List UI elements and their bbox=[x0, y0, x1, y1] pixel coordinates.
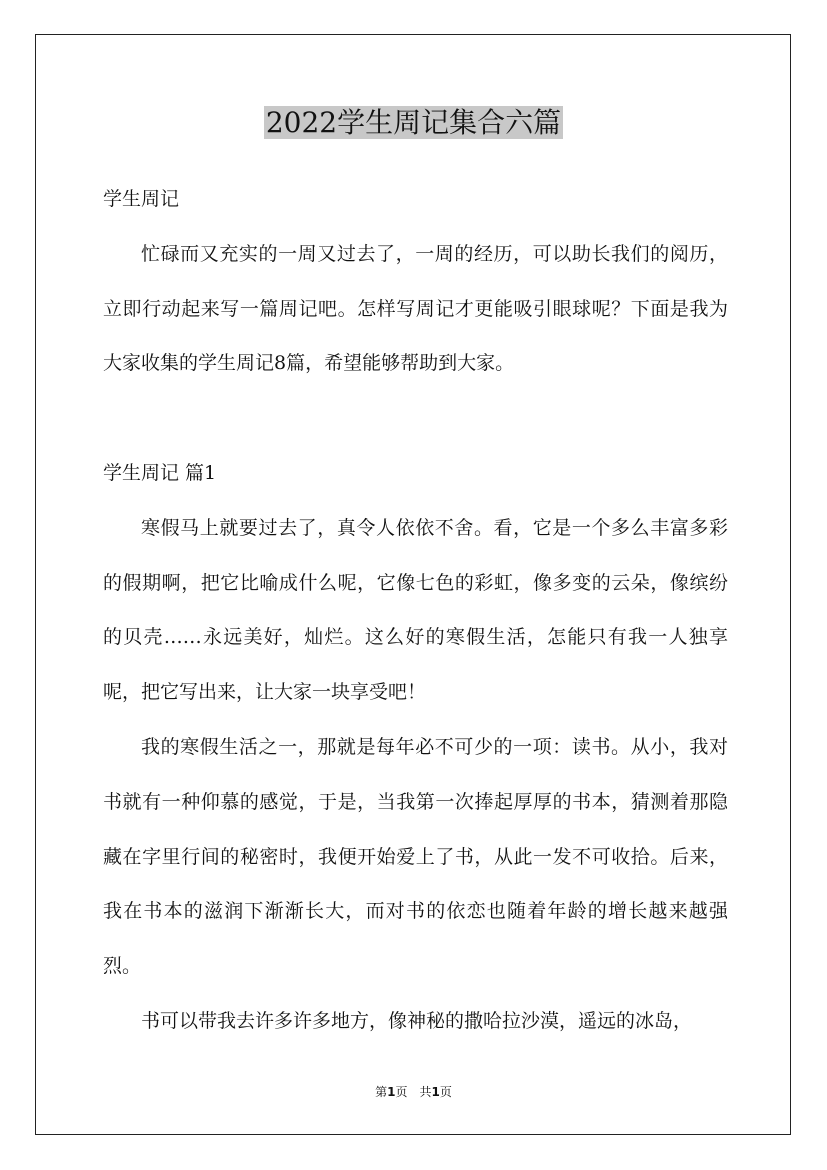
body-paragraph-2: 我的寒假生活之一，那就是每年必不可少的一项：读书。从小，我对书就有一种仰慕的感觉，于是，当我第一次捧起厚厚的书本，猜测着那隐藏在字里行间的秘密时，我便开始爱上了书，从此一发不可收拾。后来，我在书本的滋润下渐渐长大，而对书的依恋也随着年龄的增长越来越强烈。 bbox=[103, 735, 728, 978]
paragraph-spacer bbox=[103, 391, 728, 446]
document-title bbox=[0, 100, 827, 146]
footer-page-total: 1 bbox=[431, 1085, 440, 1099]
page-footer bbox=[0, 1083, 827, 1101]
document-title-text: 2022学生周记集合六篇 bbox=[265, 106, 562, 139]
intro-heading: 学生周记 bbox=[103, 188, 180, 210]
section-heading: 学生周记 篇1 bbox=[103, 461, 217, 484]
document-body bbox=[103, 172, 728, 1049]
footer-page-mid: 页 共 bbox=[395, 1085, 432, 1099]
footer-page-suffix: 页 bbox=[439, 1085, 452, 1099]
footer-page-prefix: 第 bbox=[375, 1085, 388, 1099]
intro-paragraph: 忙碌而又充实的一周又过去了，一周的经历，可以助长我们的阅历，立即行动起来写一篇周记吧。怎样写周记才更能吸引眼球呢？下面是我为大家收集的学生周记8篇，希望能够帮助到大家。 bbox=[103, 242, 728, 375]
body-paragraph-3: 书可以带我去许多许多地方，像神秘的撒哈拉沙漠，遥远的冰岛， bbox=[141, 1009, 693, 1032]
body-paragraph-1: 寒假马上就要过去了，真令人依依不舍。看，它是一个多么丰富多彩的假期啊，把它比喻成什么呢，它像七色的彩虹，像多变的云朵，像缤纷的贝壳……永远美好，灿烂。这么好的寒假生活，怎能只有我一人独享呢，把它写出来，让大家一块享受吧！ bbox=[103, 516, 728, 704]
footer-page-current: 1 bbox=[387, 1085, 396, 1099]
